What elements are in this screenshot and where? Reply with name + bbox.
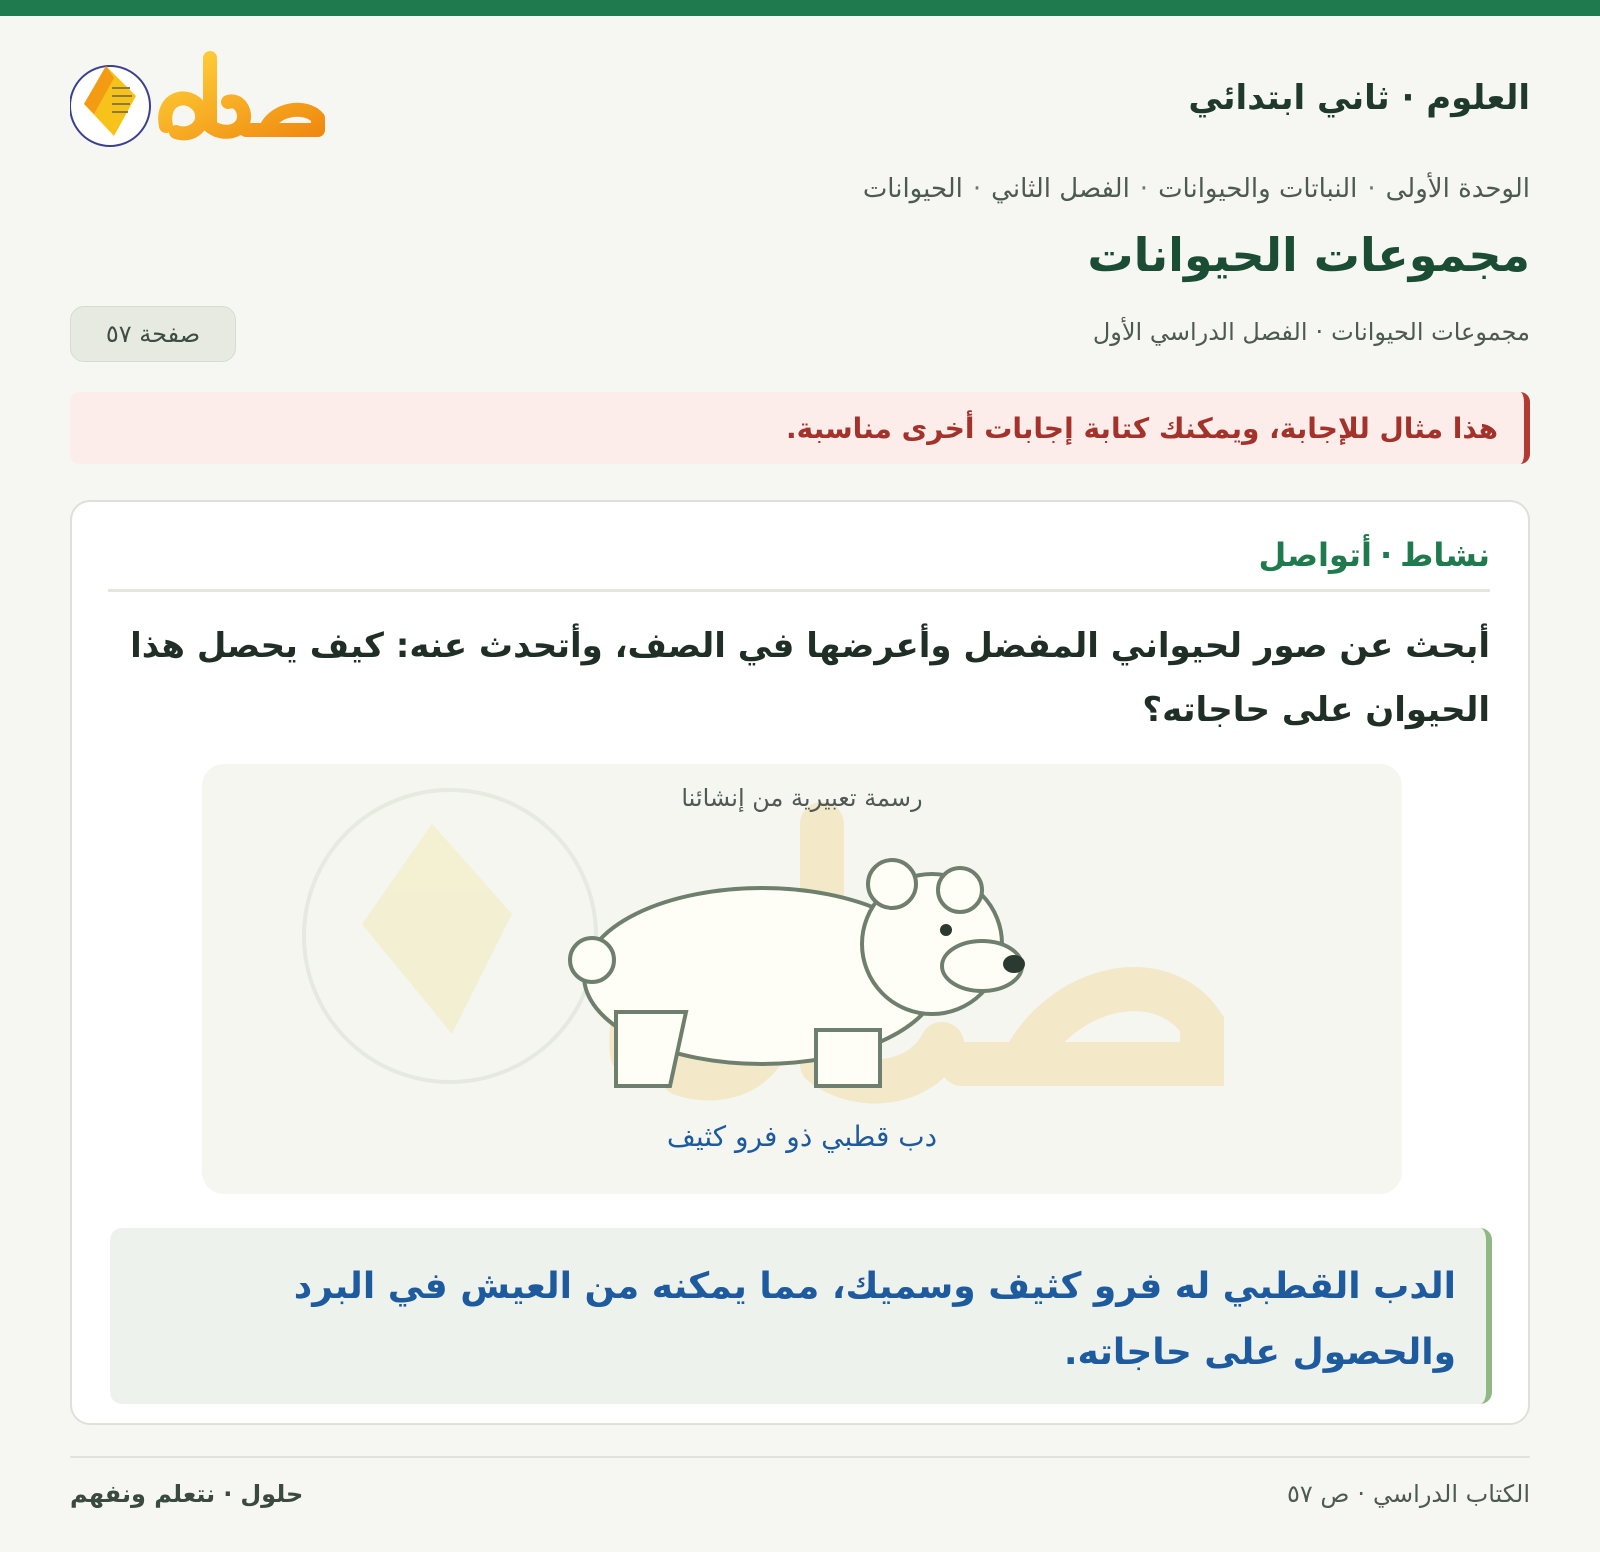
activity-header-text (1259, 536, 1490, 574)
breadcrumb-item-topic[interactable]: النباتات والحيوانات (1158, 174, 1358, 204)
footer-book: الكتاب الدراسي (1373, 1480, 1530, 1508)
page-header (70, 48, 1530, 160)
meta-term: الفصل الدراسي الأول (1092, 318, 1308, 346)
subject-title: العلوم · ثاني ابتدائي (1188, 78, 1530, 118)
breadcrumb-separator: · (1367, 174, 1376, 204)
figure-caption-bottom: دب قطبي ذو فرو كثيف (666, 1120, 938, 1153)
footer-slogan: نتعلم ونفهم (70, 1480, 216, 1508)
page-number-badge: صفحة ٥٧ (70, 306, 236, 362)
activity-name: أتواصل (1258, 536, 1373, 574)
hulool-logo[interactable] (70, 48, 332, 160)
footer-brand[interactable] (70, 1480, 303, 1508)
figure-caption-top: رسمة تعبيرية من إنشائنا (681, 784, 923, 812)
logo-graphic (70, 48, 332, 160)
lesson-meta (1093, 318, 1530, 346)
activity-card (70, 500, 1530, 1425)
footer-book-ref (1287, 1480, 1530, 1508)
footer-separator: · (223, 1480, 233, 1508)
activity-question: أبحث عن صور لحيواني المفضل وأعرضها في الصف، وأتحدث عنه: كيف يحصل هذا الحيوان على حاجاته؟ (130, 626, 1490, 730)
meta-separator: · (1315, 318, 1324, 346)
footer-divider (70, 1456, 1530, 1458)
answer-box: الدب القطبي له فرو كثيف وسميك، مما يمكنه من العيش في البرد والحصول على حاجاته. (110, 1228, 1492, 1404)
breadcrumb-separator: · (972, 174, 982, 204)
breadcrumb-item-lesson[interactable]: الحيوانات (862, 174, 963, 204)
breadcrumb (863, 174, 1530, 204)
footer-page: ص ٥٧ (1286, 1480, 1350, 1508)
footer-separator: · (1357, 1480, 1366, 1508)
activity-separator: · (1380, 536, 1393, 574)
breadcrumb-separator: · (1139, 174, 1149, 204)
footer-brand-name: حلول (240, 1480, 304, 1508)
page-title: مجموعات الحيوانات (1087, 228, 1530, 282)
illustration-figure (202, 764, 1402, 1194)
example-answer-note: هذا مثال للإجابة، ويمكنك كتابة إجابات أخرى مناسبة. (70, 392, 1530, 464)
meta-lesson: مجموعات الحيوانات (1331, 318, 1530, 346)
breadcrumb-item-chapter[interactable]: الفصل الثاني (991, 174, 1130, 204)
activity-type: نشاط (1400, 536, 1490, 574)
breadcrumb-item-unit[interactable]: الوحدة الأولى (1385, 174, 1530, 204)
top-accent-bar (0, 0, 1600, 16)
activity-header (108, 536, 1490, 592)
